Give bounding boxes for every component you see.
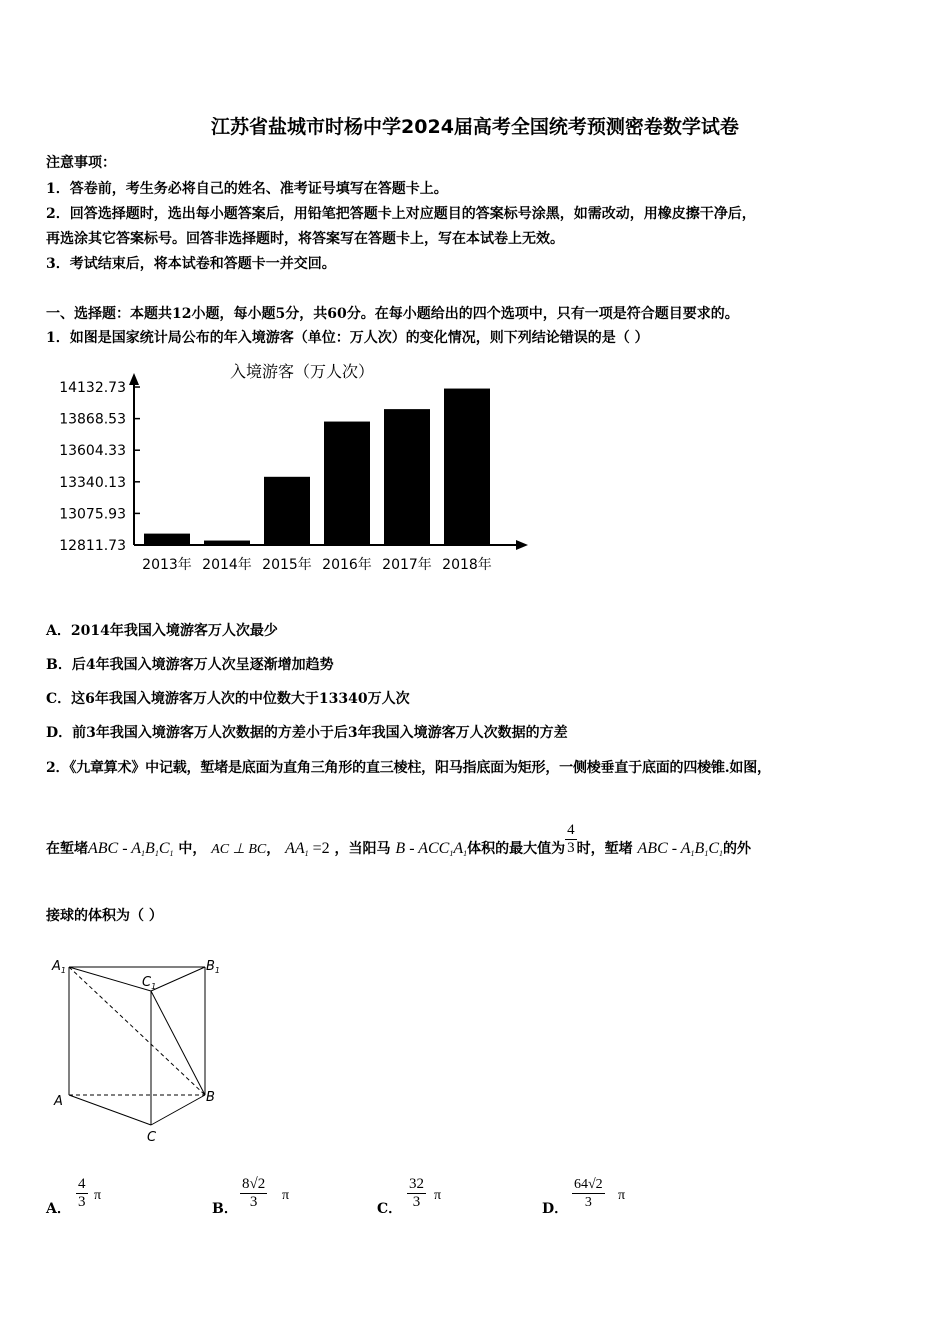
y-axis-arrow	[129, 373, 139, 385]
fraction-numerator: 8√2	[242, 1176, 266, 1192]
x-tick-label: 2017年	[382, 557, 432, 573]
choice-fraction	[407, 1176, 426, 1211]
q2-sub: 1	[690, 849, 695, 858]
bar-2015年	[264, 477, 310, 545]
q2-prism-a: ABC - A	[88, 840, 142, 857]
q2-text-when: ，当阳马	[334, 841, 391, 857]
bar-2018年	[444, 389, 490, 545]
q2-eq2: =2	[308, 840, 330, 857]
tourist-bar-chart	[40, 355, 540, 585]
fraction-numerator: 32	[409, 1176, 424, 1192]
y-tick-label: 13868.53	[59, 411, 126, 428]
q2-prism-c: C	[708, 840, 719, 857]
x-tick-label: 2015年	[262, 557, 312, 573]
vertex-letter: A	[52, 959, 61, 974]
pi-symbol: π	[282, 1188, 290, 1203]
pi-symbol: π	[94, 1188, 102, 1203]
q2-sub: 1	[304, 849, 309, 858]
q2-prism-b: B	[145, 840, 155, 857]
section-heading: 一、选择题：本题共12小题，每小题5分，共60分。在每小题给出的四个选项中，只有一项是符合题目要求的。	[46, 306, 739, 322]
vertex-label-b: B	[206, 1090, 215, 1105]
q2-sub: 1	[463, 849, 468, 858]
fraction-denominator: 3	[412, 1194, 421, 1210]
vertex-label-a1	[51, 959, 66, 975]
y-tick-label: 13604.33	[59, 443, 126, 460]
q2-perp: AC ⊥ BC	[211, 842, 267, 857]
q2-line2	[46, 821, 751, 858]
y-tick-label: 13075.93	[59, 506, 126, 523]
pi-symbol: π	[434, 1188, 442, 1203]
edge-c1b1	[151, 967, 205, 991]
page-title: 江苏省盐城市时杨中学2024届高考全国统考预测密卷数学试卷	[211, 116, 739, 138]
x-axis-arrow	[516, 540, 528, 550]
fraction-denominator: 3	[249, 1194, 258, 1210]
edge-c1b	[151, 991, 205, 1095]
y-tick-label: 12811.73	[59, 538, 126, 554]
q1-stem: 1．如图是国家统计局公布的年入境游客（单位：万人次）的变化情况，则下列结论错误的是（ ）	[46, 330, 649, 346]
q2-line3: 接球的体积为（ ）	[46, 908, 163, 924]
q2-text-outer: 的外	[723, 841, 751, 857]
vertex-subscript: 1	[60, 966, 66, 975]
edge-ac	[69, 1095, 151, 1125]
note-item-2b: 再选涂其它答案标号。回答非选择题时，将答案写在答题卡上，写在本试卷上无效。	[46, 231, 564, 247]
y-tick-label: 13340.13	[59, 474, 126, 491]
q2-text-in: 在堑堵	[46, 841, 88, 857]
q2-prism-a: ABC - A	[637, 840, 691, 857]
vertex-label-c: C	[147, 1130, 157, 1145]
q2-text-zhong: 中，	[178, 841, 207, 857]
edge-a1b-hidden	[69, 967, 205, 1095]
vertex-letter: B	[206, 959, 215, 974]
x-tick-label: 2013年	[142, 557, 192, 573]
q2-aa: AA	[285, 840, 305, 857]
fraction-numerator: 4	[78, 1176, 86, 1192]
x-tick-label: 2014年	[202, 557, 252, 573]
q2-max-volume-fraction	[565, 822, 577, 857]
vertex-label-b1	[206, 959, 220, 975]
choice-label: C．	[377, 1201, 403, 1217]
q1-option-c: C．这6年我国入境游客万人次的中位数大于13340万人次	[46, 691, 410, 707]
q1-option-b: B．后4年我国入境游客万人次呈逐渐增加趋势	[46, 657, 334, 673]
note-item-1: 1．答卷前，考生务必将自己的姓名、准考证号填写在答题卡上。	[46, 181, 448, 197]
q2-sub: 1	[154, 849, 159, 858]
vertex-label-c1	[142, 975, 156, 991]
note-item-2a: 2．回答选择题时，选出每小题答案后，用铅笔把答题卡上对应题目的答案标号涂黑，如需改动，用橡皮擦干净后，	[46, 206, 756, 222]
bar-2016年	[324, 422, 370, 545]
q2-text-then: 时，堑堵	[576, 841, 633, 857]
fraction-denominator: 3	[78, 1194, 86, 1210]
vertex-subscript: 1	[151, 982, 157, 991]
choice-label: D．	[542, 1201, 569, 1217]
choice-fraction	[572, 1176, 605, 1211]
vertex-label-a: A	[54, 1094, 63, 1109]
choice-label: B．	[212, 1201, 238, 1217]
bar-2013年	[144, 534, 190, 545]
notes-heading: 注意事项：	[46, 155, 116, 171]
q2-line1: 2．《九章算术》中记载，堑堵是底面为直角三角形的直三棱柱，阳马指底面为矩形，一侧棱垂直于底面的四棱锥.如图，	[46, 760, 771, 776]
prism-figure	[48, 955, 228, 1150]
q2-prism-b: B	[694, 840, 705, 857]
fraction-denominator: 3	[584, 1195, 592, 1210]
fraction-denominator: 3	[567, 839, 575, 856]
q2-sub: 1	[719, 849, 723, 858]
q1-option-a: A．2014年我国入境游客万人次最少	[46, 623, 278, 639]
q2-pyr: B - ACC	[395, 840, 450, 857]
edge-cb	[151, 1095, 205, 1125]
pi-symbol: π	[618, 1188, 626, 1203]
choice-fraction	[76, 1176, 88, 1211]
note-item-3: 3．考试结束后，将本试卷和答题卡一并交回。	[46, 256, 336, 272]
fraction-numerator: 4	[567, 821, 575, 838]
choice-fraction	[240, 1176, 267, 1211]
q2-sub: 1	[169, 849, 174, 858]
q2-sub: 1	[449, 849, 454, 858]
vertex-subscript: 1	[214, 966, 221, 975]
q2-sub: 1	[141, 849, 146, 858]
chart-title: 入境游客（万人次）	[229, 362, 375, 381]
x-tick-label: 2018年	[442, 557, 492, 573]
x-tick-label: 2016年	[322, 557, 372, 573]
y-tick-label: 14132.73	[59, 380, 126, 397]
q2-pyr-a: A	[453, 840, 464, 857]
q2-text-vol: 体积的最大值为	[467, 841, 566, 857]
q2-sub: 1	[704, 849, 709, 858]
q2-prism-c: C	[158, 840, 170, 857]
q1-option-d: D．前3年我国入境游客万人次数据的方差小于后3年我国入境游客万人次数据的方差	[46, 725, 568, 741]
fraction-numerator: 64√2	[574, 1177, 603, 1192]
bar-2017年	[384, 409, 430, 545]
q2-comma: ，	[266, 841, 281, 857]
choice-label: A．	[46, 1201, 71, 1217]
vertex-letter: C	[142, 975, 152, 990]
